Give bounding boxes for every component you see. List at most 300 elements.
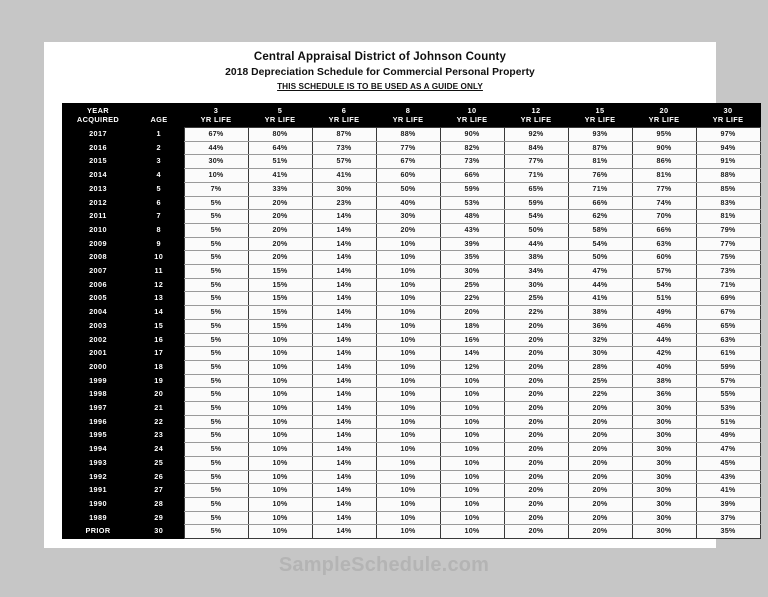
cell-depreciation-3yr: 67% — [184, 128, 248, 142]
cell-depreciation-3yr: 5% — [184, 484, 248, 498]
cell-age: 25 — [134, 456, 184, 470]
table-row — [62, 210, 760, 224]
cell-depreciation-8yr: 10% — [376, 402, 440, 416]
cell-depreciation-8yr: 67% — [376, 155, 440, 169]
table-row — [62, 456, 760, 470]
table-row — [62, 374, 760, 388]
cell-year-acquired: 1990 — [62, 497, 134, 511]
cell-depreciation-20yr: 36% — [632, 388, 696, 402]
cell-depreciation-10yr: 10% — [440, 511, 504, 525]
cell-year-acquired: 1991 — [62, 484, 134, 498]
cell-depreciation-30yr: 94% — [696, 141, 760, 155]
cell-depreciation-3yr: 10% — [184, 169, 248, 183]
cell-age: 7 — [134, 210, 184, 224]
cell-depreciation-20yr: 46% — [632, 319, 696, 333]
cell-depreciation-8yr: 40% — [376, 196, 440, 210]
cell-depreciation-10yr: 30% — [440, 265, 504, 279]
table-row — [62, 525, 760, 539]
cell-depreciation-10yr: 25% — [440, 278, 504, 292]
cell-depreciation-10yr: 53% — [440, 196, 504, 210]
cell-depreciation-10yr: 10% — [440, 402, 504, 416]
cell-depreciation-12yr: 20% — [504, 333, 568, 347]
table-row — [62, 333, 760, 347]
cell-depreciation-15yr: 62% — [568, 210, 632, 224]
cell-depreciation-20yr: 40% — [632, 360, 696, 374]
cell-depreciation-6yr: 14% — [312, 415, 376, 429]
cell-year-acquired: 2017 — [62, 128, 134, 142]
table-row — [62, 306, 760, 320]
cell-depreciation-15yr: 66% — [568, 196, 632, 210]
cell-depreciation-5yr: 41% — [248, 169, 312, 183]
cell-age: 2 — [134, 141, 184, 155]
cell-depreciation-8yr: 10% — [376, 265, 440, 279]
table-row — [62, 319, 760, 333]
cell-depreciation-3yr: 5% — [184, 278, 248, 292]
cell-age: 3 — [134, 155, 184, 169]
table-row — [62, 128, 760, 142]
cell-depreciation-15yr: 20% — [568, 484, 632, 498]
cell-year-acquired: 1989 — [62, 511, 134, 525]
cell-depreciation-20yr: 30% — [632, 525, 696, 539]
table-row — [62, 292, 760, 306]
cell-depreciation-20yr: 51% — [632, 292, 696, 306]
cell-depreciation-5yr: 20% — [248, 196, 312, 210]
cell-depreciation-3yr: 5% — [184, 415, 248, 429]
cell-depreciation-20yr: 30% — [632, 470, 696, 484]
cell-depreciation-12yr: 20% — [504, 525, 568, 539]
cell-depreciation-15yr: 41% — [568, 292, 632, 306]
cell-depreciation-3yr: 5% — [184, 429, 248, 443]
cell-depreciation-6yr: 14% — [312, 374, 376, 388]
cell-depreciation-12yr: 20% — [504, 484, 568, 498]
cell-age: 9 — [134, 237, 184, 251]
column-header-line1: 12 — [531, 105, 541, 115]
cell-depreciation-6yr: 14% — [312, 306, 376, 320]
cell-depreciation-8yr: 10% — [376, 306, 440, 320]
column-header-line2: YR LIFE — [200, 115, 232, 124]
depreciation-schedule-container — [62, 103, 744, 539]
cell-depreciation-6yr: 14% — [312, 333, 376, 347]
cell-year-acquired: 2013 — [62, 182, 134, 196]
cell-depreciation-20yr: 54% — [632, 278, 696, 292]
cell-depreciation-3yr: 5% — [184, 347, 248, 361]
cell-depreciation-15yr: 20% — [568, 525, 632, 539]
table-row — [62, 443, 760, 457]
cell-depreciation-3yr: 5% — [184, 511, 248, 525]
column-header-line2: YR LIFE — [520, 115, 552, 124]
cell-depreciation-8yr: 10% — [376, 374, 440, 388]
cell-depreciation-6yr: 14% — [312, 265, 376, 279]
cell-age: 15 — [134, 319, 184, 333]
watermark: SampleSchedule.com — [278, 554, 490, 576]
cell-depreciation-20yr: 49% — [632, 306, 696, 320]
cell-age: 5 — [134, 182, 184, 196]
column-header-line1: 6 — [341, 105, 347, 115]
cell-depreciation-5yr: 10% — [248, 360, 312, 374]
cell-depreciation-12yr: 30% — [504, 278, 568, 292]
cell-depreciation-30yr: 63% — [696, 333, 760, 347]
cell-depreciation-3yr: 5% — [184, 497, 248, 511]
cell-depreciation-6yr: 23% — [312, 196, 376, 210]
cell-depreciation-8yr: 88% — [376, 128, 440, 142]
cell-depreciation-8yr: 10% — [376, 251, 440, 265]
cell-depreciation-30yr: 45% — [696, 456, 760, 470]
column-header-line1: 8 — [405, 105, 411, 115]
cell-depreciation-30yr: 37% — [696, 511, 760, 525]
column-header-line2: ACQUIRED — [76, 115, 120, 125]
cell-depreciation-5yr: 64% — [248, 141, 312, 155]
cell-depreciation-10yr: 10% — [440, 374, 504, 388]
cell-depreciation-10yr: 66% — [440, 169, 504, 183]
cell-depreciation-15yr: 20% — [568, 456, 632, 470]
column-header-10yr — [440, 103, 504, 128]
cell-depreciation-30yr: 39% — [696, 497, 760, 511]
cell-depreciation-15yr: 32% — [568, 333, 632, 347]
column-header-year-acquired — [62, 103, 134, 128]
cell-depreciation-15yr: 54% — [568, 237, 632, 251]
cell-depreciation-5yr: 10% — [248, 470, 312, 484]
column-header-age — [134, 103, 184, 128]
cell-age: 27 — [134, 484, 184, 498]
cell-depreciation-10yr: 10% — [440, 415, 504, 429]
cell-depreciation-20yr: 77% — [632, 182, 696, 196]
cell-depreciation-5yr: 10% — [248, 497, 312, 511]
table-row — [62, 155, 760, 169]
cell-depreciation-30yr: 73% — [696, 265, 760, 279]
table-row — [62, 429, 760, 443]
cell-depreciation-15yr: 20% — [568, 511, 632, 525]
cell-depreciation-30yr: 49% — [696, 429, 760, 443]
cell-depreciation-3yr: 5% — [184, 306, 248, 320]
cell-depreciation-8yr: 10% — [376, 292, 440, 306]
cell-depreciation-30yr: 97% — [696, 128, 760, 142]
cell-depreciation-30yr: 91% — [696, 155, 760, 169]
page-title: Central Appraisal District of Johnson County — [253, 51, 507, 63]
cell-year-acquired: 1993 — [62, 456, 134, 470]
cell-depreciation-3yr: 5% — [184, 319, 248, 333]
cell-depreciation-10yr: 12% — [440, 360, 504, 374]
cell-age: 14 — [134, 306, 184, 320]
cell-age: 30 — [134, 525, 184, 539]
cell-age: 16 — [134, 333, 184, 347]
table-row — [62, 497, 760, 511]
cell-depreciation-15yr: 93% — [568, 128, 632, 142]
cell-depreciation-10yr: 59% — [440, 182, 504, 196]
cell-depreciation-5yr: 20% — [248, 251, 312, 265]
cell-depreciation-20yr: 30% — [632, 402, 696, 416]
cell-year-acquired: 2016 — [62, 141, 134, 155]
cell-depreciation-5yr: 51% — [248, 155, 312, 169]
cell-depreciation-8yr: 10% — [376, 470, 440, 484]
cell-year-acquired: 1992 — [62, 470, 134, 484]
cell-year-acquired: 2004 — [62, 306, 134, 320]
cell-year-acquired: 1997 — [62, 402, 134, 416]
cell-age: 1 — [134, 128, 184, 142]
cell-depreciation-30yr: 53% — [696, 402, 760, 416]
cell-age: 20 — [134, 388, 184, 402]
cell-depreciation-5yr: 10% — [248, 456, 312, 470]
cell-year-acquired: 2012 — [62, 196, 134, 210]
cell-depreciation-12yr: 54% — [504, 210, 568, 224]
cell-depreciation-8yr: 77% — [376, 141, 440, 155]
cell-depreciation-15yr: 44% — [568, 278, 632, 292]
cell-depreciation-8yr: 10% — [376, 497, 440, 511]
cell-depreciation-3yr: 5% — [184, 237, 248, 251]
cell-depreciation-6yr: 87% — [312, 128, 376, 142]
cell-depreciation-8yr: 50% — [376, 182, 440, 196]
column-header-line2: YR LIFE — [648, 115, 680, 124]
table-row — [62, 237, 760, 251]
cell-depreciation-8yr: 10% — [376, 360, 440, 374]
cell-depreciation-6yr: 14% — [312, 429, 376, 443]
cell-depreciation-5yr: 80% — [248, 128, 312, 142]
column-header-line1: 30 — [723, 105, 733, 115]
cell-depreciation-8yr: 10% — [376, 484, 440, 498]
cell-depreciation-12yr: 20% — [504, 511, 568, 525]
cell-depreciation-12yr: 20% — [504, 470, 568, 484]
cell-depreciation-10yr: 10% — [440, 525, 504, 539]
page-subtitle: 2018 Depreciation Schedule for Commercial Personal Property — [225, 67, 535, 78]
cell-depreciation-6yr: 57% — [312, 155, 376, 169]
column-header-line1: 3 — [213, 105, 219, 115]
cell-depreciation-8yr: 20% — [376, 223, 440, 237]
table-row — [62, 484, 760, 498]
cell-depreciation-20yr: 57% — [632, 265, 696, 279]
cell-depreciation-10yr: 10% — [440, 484, 504, 498]
cell-depreciation-6yr: 73% — [312, 141, 376, 155]
table-row — [62, 360, 760, 374]
column-header-15yr — [568, 103, 632, 128]
cell-depreciation-20yr: 38% — [632, 374, 696, 388]
cell-depreciation-30yr: 77% — [696, 237, 760, 251]
cell-depreciation-8yr: 10% — [376, 347, 440, 361]
cell-depreciation-6yr: 30% — [312, 182, 376, 196]
cell-depreciation-5yr: 15% — [248, 278, 312, 292]
table-header-row — [62, 103, 760, 128]
cell-depreciation-10yr: 48% — [440, 210, 504, 224]
cell-depreciation-5yr: 20% — [248, 237, 312, 251]
cell-depreciation-15yr: 20% — [568, 429, 632, 443]
cell-depreciation-6yr: 14% — [312, 470, 376, 484]
cell-depreciation-3yr: 5% — [184, 210, 248, 224]
cell-age: 6 — [134, 196, 184, 210]
cell-age: 10 — [134, 251, 184, 265]
cell-depreciation-20yr: 74% — [632, 196, 696, 210]
cell-depreciation-15yr: 47% — [568, 265, 632, 279]
cell-depreciation-30yr: 69% — [696, 292, 760, 306]
cell-depreciation-3yr: 5% — [184, 402, 248, 416]
cell-depreciation-12yr: 20% — [504, 374, 568, 388]
table-row — [62, 251, 760, 265]
cell-depreciation-6yr: 14% — [312, 319, 376, 333]
column-header-line2: YR LIFE — [328, 115, 360, 124]
cell-depreciation-6yr: 14% — [312, 497, 376, 511]
column-header-3yr — [184, 103, 248, 128]
cell-depreciation-6yr: 14% — [312, 210, 376, 224]
cell-year-acquired: 2003 — [62, 319, 134, 333]
depreciation-schedule-table — [62, 103, 761, 539]
cell-year-acquired: 2001 — [62, 347, 134, 361]
cell-depreciation-5yr: 10% — [248, 415, 312, 429]
cell-depreciation-12yr: 20% — [504, 402, 568, 416]
column-header-line1: 10 — [467, 105, 477, 115]
column-header-20yr — [632, 103, 696, 128]
cell-depreciation-12yr: 20% — [504, 388, 568, 402]
cell-depreciation-30yr: 35% — [696, 525, 760, 539]
cell-year-acquired: 2008 — [62, 251, 134, 265]
cell-depreciation-8yr: 10% — [376, 333, 440, 347]
cell-depreciation-30yr: 81% — [696, 210, 760, 224]
cell-year-acquired: 2002 — [62, 333, 134, 347]
cell-depreciation-15yr: 20% — [568, 443, 632, 457]
column-header-line2: YR LIFE — [712, 115, 744, 124]
cell-depreciation-10yr: 10% — [440, 470, 504, 484]
cell-year-acquired: 2014 — [62, 169, 134, 183]
cell-depreciation-30yr: 83% — [696, 196, 760, 210]
cell-depreciation-5yr: 10% — [248, 525, 312, 539]
cell-depreciation-3yr: 5% — [184, 223, 248, 237]
cell-depreciation-30yr: 71% — [696, 278, 760, 292]
cell-depreciation-8yr: 10% — [376, 443, 440, 457]
table-row — [62, 402, 760, 416]
cell-depreciation-30yr: 59% — [696, 360, 760, 374]
table-body — [62, 128, 760, 539]
document-page — [44, 42, 744, 548]
table-row — [62, 196, 760, 210]
cell-depreciation-20yr: 81% — [632, 169, 696, 183]
cell-depreciation-15yr: 25% — [568, 374, 632, 388]
column-header-line2: YR LIFE — [392, 115, 424, 124]
cell-depreciation-5yr: 15% — [248, 319, 312, 333]
column-header-30yr — [696, 103, 760, 128]
cell-year-acquired: 2009 — [62, 237, 134, 251]
column-header-6yr — [312, 103, 376, 128]
cell-depreciation-5yr: 10% — [248, 374, 312, 388]
cell-depreciation-12yr: 20% — [504, 429, 568, 443]
cell-depreciation-3yr: 5% — [184, 388, 248, 402]
cell-depreciation-10yr: 22% — [440, 292, 504, 306]
cell-depreciation-30yr: 43% — [696, 470, 760, 484]
cell-depreciation-3yr: 5% — [184, 292, 248, 306]
cell-depreciation-20yr: 30% — [632, 415, 696, 429]
cell-depreciation-10yr: 73% — [440, 155, 504, 169]
cell-depreciation-30yr: 79% — [696, 223, 760, 237]
cell-depreciation-3yr: 5% — [184, 196, 248, 210]
cell-depreciation-20yr: 30% — [632, 443, 696, 457]
column-header-line1: YEAR — [87, 105, 109, 115]
cell-depreciation-30yr: 65% — [696, 319, 760, 333]
cell-depreciation-5yr: 33% — [248, 182, 312, 196]
cell-depreciation-12yr: 20% — [504, 497, 568, 511]
cell-depreciation-6yr: 14% — [312, 360, 376, 374]
cell-depreciation-8yr: 10% — [376, 456, 440, 470]
cell-depreciation-3yr: 5% — [184, 443, 248, 457]
cell-depreciation-20yr: 30% — [632, 484, 696, 498]
cell-depreciation-15yr: 36% — [568, 319, 632, 333]
cell-depreciation-8yr: 10% — [376, 388, 440, 402]
cell-depreciation-20yr: 90% — [632, 141, 696, 155]
cell-depreciation-3yr: 5% — [184, 456, 248, 470]
cell-age: 13 — [134, 292, 184, 306]
cell-depreciation-10yr: 39% — [440, 237, 504, 251]
guide-only-note: THIS SCHEDULE IS TO BE USED AS A GUIDE ONLY — [277, 82, 483, 91]
cell-year-acquired: 2015 — [62, 155, 134, 169]
column-header-line1: 20 — [659, 105, 669, 115]
cell-depreciation-3yr: 5% — [184, 470, 248, 484]
cell-depreciation-6yr: 14% — [312, 237, 376, 251]
table-row — [62, 347, 760, 361]
column-header-8yr — [376, 103, 440, 128]
cell-depreciation-12yr: 20% — [504, 443, 568, 457]
cell-depreciation-12yr: 92% — [504, 128, 568, 142]
cell-age: 4 — [134, 169, 184, 183]
cell-depreciation-15yr: 81% — [568, 155, 632, 169]
cell-depreciation-3yr: 44% — [184, 141, 248, 155]
cell-depreciation-30yr: 61% — [696, 347, 760, 361]
cell-age: 22 — [134, 415, 184, 429]
cell-depreciation-5yr: 10% — [248, 511, 312, 525]
cell-depreciation-8yr: 60% — [376, 169, 440, 183]
cell-depreciation-6yr: 14% — [312, 251, 376, 265]
column-header-12yr — [504, 103, 568, 128]
cell-depreciation-5yr: 20% — [248, 223, 312, 237]
cell-depreciation-10yr: 10% — [440, 429, 504, 443]
cell-depreciation-30yr: 51% — [696, 415, 760, 429]
cell-depreciation-5yr: 10% — [248, 443, 312, 457]
cell-depreciation-20yr: 30% — [632, 456, 696, 470]
cell-depreciation-10yr: 10% — [440, 456, 504, 470]
cell-depreciation-20yr: 70% — [632, 210, 696, 224]
cell-depreciation-15yr: 87% — [568, 141, 632, 155]
cell-depreciation-8yr: 10% — [376, 319, 440, 333]
cell-depreciation-20yr: 60% — [632, 251, 696, 265]
cell-year-acquired: 1998 — [62, 388, 134, 402]
cell-depreciation-12yr: 44% — [504, 237, 568, 251]
cell-depreciation-3yr: 5% — [184, 360, 248, 374]
cell-age: 8 — [134, 223, 184, 237]
cell-depreciation-15yr: 22% — [568, 388, 632, 402]
cell-depreciation-3yr: 5% — [184, 251, 248, 265]
cell-depreciation-10yr: 14% — [440, 347, 504, 361]
column-header-5yr — [248, 103, 312, 128]
cell-depreciation-6yr: 14% — [312, 402, 376, 416]
cell-depreciation-8yr: 10% — [376, 278, 440, 292]
cell-depreciation-10yr: 18% — [440, 319, 504, 333]
table-row — [62, 388, 760, 402]
cell-age: 28 — [134, 497, 184, 511]
cell-depreciation-6yr: 14% — [312, 525, 376, 539]
cell-depreciation-20yr: 63% — [632, 237, 696, 251]
cell-depreciation-6yr: 14% — [312, 443, 376, 457]
cell-depreciation-8yr: 30% — [376, 210, 440, 224]
cell-depreciation-3yr: 5% — [184, 374, 248, 388]
table-row — [62, 470, 760, 484]
cell-depreciation-30yr: 41% — [696, 484, 760, 498]
table-head — [62, 103, 760, 128]
cell-depreciation-15yr: 20% — [568, 415, 632, 429]
cell-depreciation-12yr: 71% — [504, 169, 568, 183]
cell-depreciation-3yr: 5% — [184, 333, 248, 347]
cell-depreciation-10yr: 20% — [440, 306, 504, 320]
cell-age: 29 — [134, 511, 184, 525]
cell-age: 18 — [134, 360, 184, 374]
column-header-line2: YR LIFE — [264, 115, 296, 124]
cell-depreciation-10yr: 10% — [440, 443, 504, 457]
cell-depreciation-5yr: 10% — [248, 388, 312, 402]
cell-depreciation-6yr: 14% — [312, 223, 376, 237]
table-row — [62, 265, 760, 279]
cell-depreciation-12yr: 34% — [504, 265, 568, 279]
